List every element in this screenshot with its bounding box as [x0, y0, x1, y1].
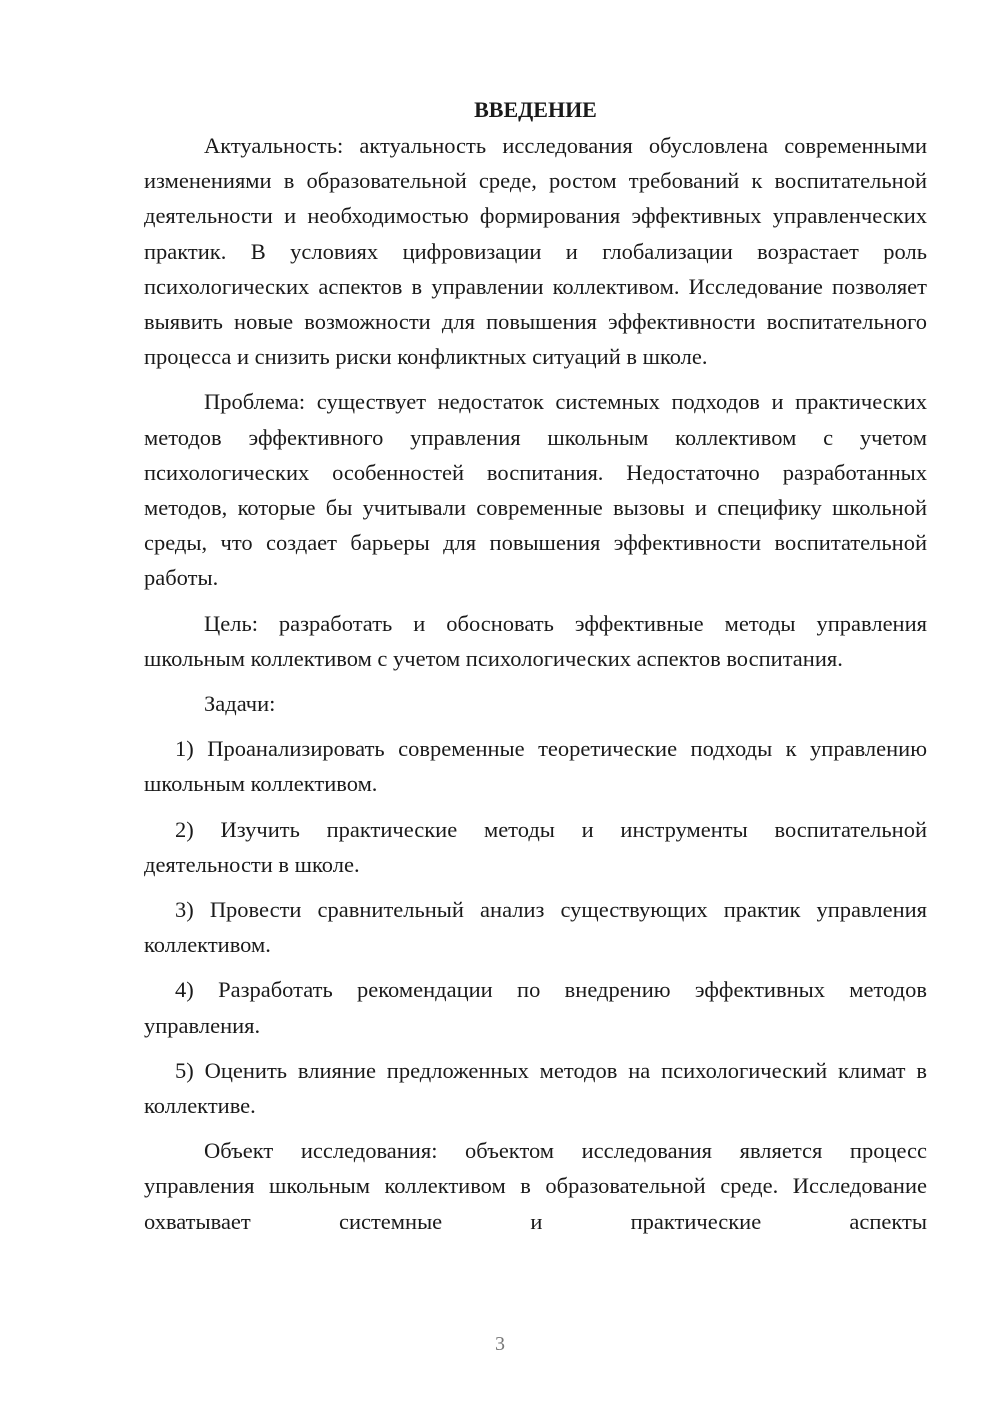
paragraph-goal: Цель: разработать и обосновать эффективные методы управления школьным коллективом с учетом психологических аспектов воспитания. [144, 610, 927, 671]
task-item-1: 1) Проанализировать современные теоретические подходы к управлению школьным коллективом. [144, 736, 927, 797]
task-item-5: 5) Оценить влияние предложенных методов на психологический климат в коллективе. [144, 1057, 927, 1119]
section-title: ВВЕДЕНИЕ [474, 97, 597, 122]
page-number: 3 [495, 1333, 505, 1355]
paragraph-object: Объект исследования: объектом исследования является процесс управления школьным коллективом в образовательной среде. Исследование охватывает системные и практические аспекты [144, 1138, 927, 1234]
paragraph-relevance: Актуальность: актуальность исследования обусловлена современными изменениями в образовательной среде, ростом требований к воспитательной деятельности и необходимостью формирования эффективных управленческих практик. В условиях цифровизации и глобализации возрастает роль психологических аспектов в управлении коллективом. Исследование позволяет выявить новые возможности для повышения эффективности воспитательного процесса и снизить риски конфликтных ситуаций в школе. [144, 133, 927, 370]
document-page [144, 92, 927, 1239]
task-item-4: 4) Разработать рекомендации по внедрению эффективных методов управления. [144, 977, 927, 1038]
paragraph-problem: Проблема: существует недостаток системных подходов и практических методов эффективного управления школьным коллективом с учетом психологических особенностей воспитания. Недостаточно разработанных методов, которые бы учитывали современные вызовы и специфику школьной среды, что создает барьеры для повышения эффективности воспитательной работы. [144, 389, 927, 591]
task-item-3: 3) Провести сравнительный анализ существующих практик управления коллективом. [144, 897, 927, 958]
task-item-2: 2) Изучить практические методы и инструменты воспитательной деятельности в школе. [144, 816, 927, 877]
tasks-heading: Задачи: [204, 691, 276, 717]
